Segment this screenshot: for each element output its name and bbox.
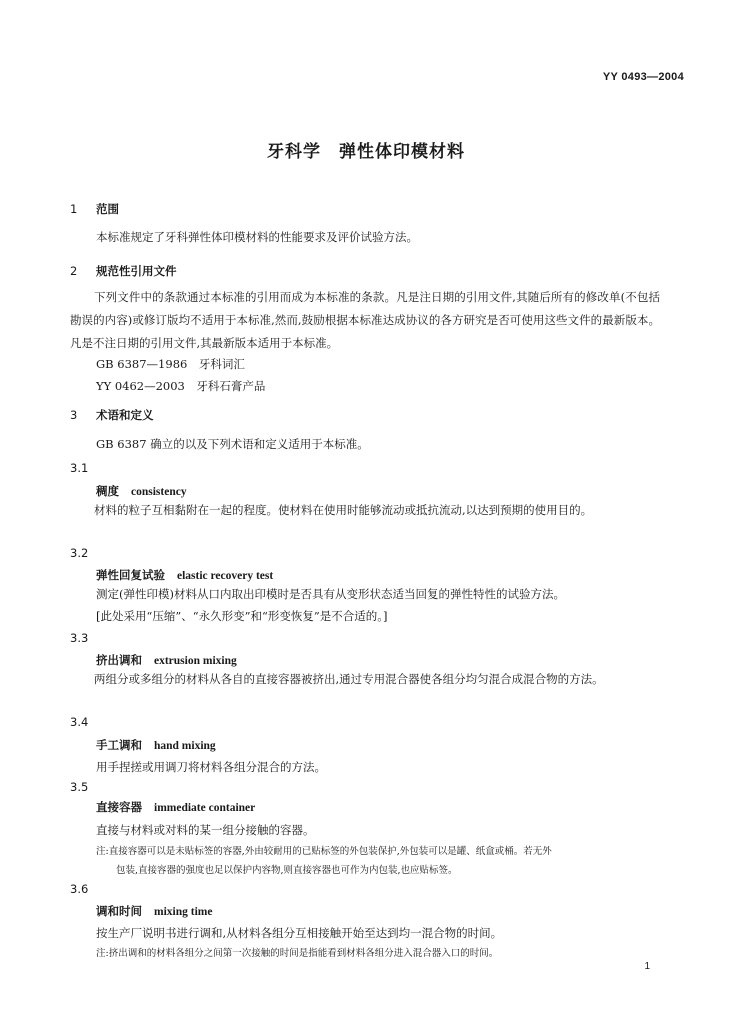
section-number: 1 [70,202,78,216]
clause-number: 3.2 [70,546,89,560]
section-2-heading [70,263,177,279]
term-definition: 直接与材料或对料的某一组分接触的容器。 [96,823,315,837]
clause-number: 3.5 [70,780,89,794]
term-en: mixing time [154,906,213,918]
term-heading [96,799,255,815]
term-heading [96,567,273,583]
section-title: 范围 [96,202,119,216]
term-cn: 直接容器 [96,800,142,814]
term-definition: 用手捏搓或用调刀将材料各组分混合的方法。 [96,760,326,774]
term-cn: 挤出调和 [96,653,142,667]
term-en: extrusion mixing [154,655,237,667]
section-number: 2 [70,264,78,278]
term-definition: 两组分或多组分的材料从各自的直接容器被挤出,通过专用混合器使各组分均匀混合成混合物的方法。 [94,672,604,686]
term-en: consistency [131,486,187,498]
term-en: immediate container [154,802,256,814]
standard-code: YY 0493—2004 [602,71,684,83]
term-definition: 测定(弹性印模)材料从口内取出印模时是否具有从变形状态适当回复的弹性特性的试验方法。 [96,587,565,601]
clause-number: 3.3 [70,631,89,645]
term-cn: 弹性回复试验 [96,568,165,582]
page-number: 1 [644,961,650,972]
term-remark: [此处采用“压缩”、“永久形变”和“形变恢复”是不合适的。] [96,609,388,623]
page-title: 牙科学 弹性体印模材料 [267,142,465,162]
note-line: 包装,直接容器的强度也足以保护内容物,则直接容器也可作为内包装,也应贴标签。 [116,865,458,876]
term-cn: 手工调和 [96,738,142,752]
term-en: hand mixing [154,740,216,752]
term-heading [96,483,187,499]
term-definition: 按生产厂说明书进行调和,从材料各组分互相接触开始至达到均一混合物的时间。 [96,926,503,940]
reference-item: GB 6387—1986 牙科词汇 [96,357,245,371]
term-heading [96,903,212,919]
term-heading [96,737,216,753]
clause-number: 3.6 [70,882,89,896]
term-cn: 调和时间 [96,904,142,918]
section-3-intro: GB 6387 确立的以及下列术语和定义适用于本标准。 [96,437,369,451]
note-line: 注:挤出调和的材料各组分之间第一次接触的时间是指能看到材料各组分进入混合器入口的时间。 [96,948,499,959]
section-1-heading [70,201,119,217]
section-title: 术语和定义 [96,408,154,422]
section-1-text: 本标准规定了牙科弹性体印模材料的性能要求及评价试验方法。 [96,230,418,244]
term-heading [96,652,237,668]
term-en: elastic recovery test [177,570,274,582]
note-line: 注:直接容器可以是未贴标签的容器,外由较耐用的已贴标签的外包装保护,外包装可以是罐、纸盒或桶。若无外 [96,846,552,857]
section-title: 规范性引用文件 [96,264,177,278]
section-3-heading [70,407,154,423]
section-number: 3 [70,408,78,422]
clause-number: 3.1 [70,461,89,475]
reference-item: YY 0462—2003 牙科石膏产品 [96,379,266,393]
section-2-paragraph: 下列文件中的条款通过本标准的引用而成为本标准的条款。凡是注日期的引用文件,其随后所有的修改单(不包括勘误的内容)或修订版均不适用于本标准,然而,鼓励根据本标准达成协议的各方研究是否可使用这些文件的最新版本。凡是不注日期的引用文件,其最新版本适用于本标准。 [70,290,660,350]
term-cn: 稠度 [96,484,119,498]
term-definition: 材料的粒子互相黏附在一起的程度。使材料在使用时能够流动或抵抗流动,以达到预期的使用目的。 [94,503,593,517]
clause-number: 3.4 [70,715,89,729]
